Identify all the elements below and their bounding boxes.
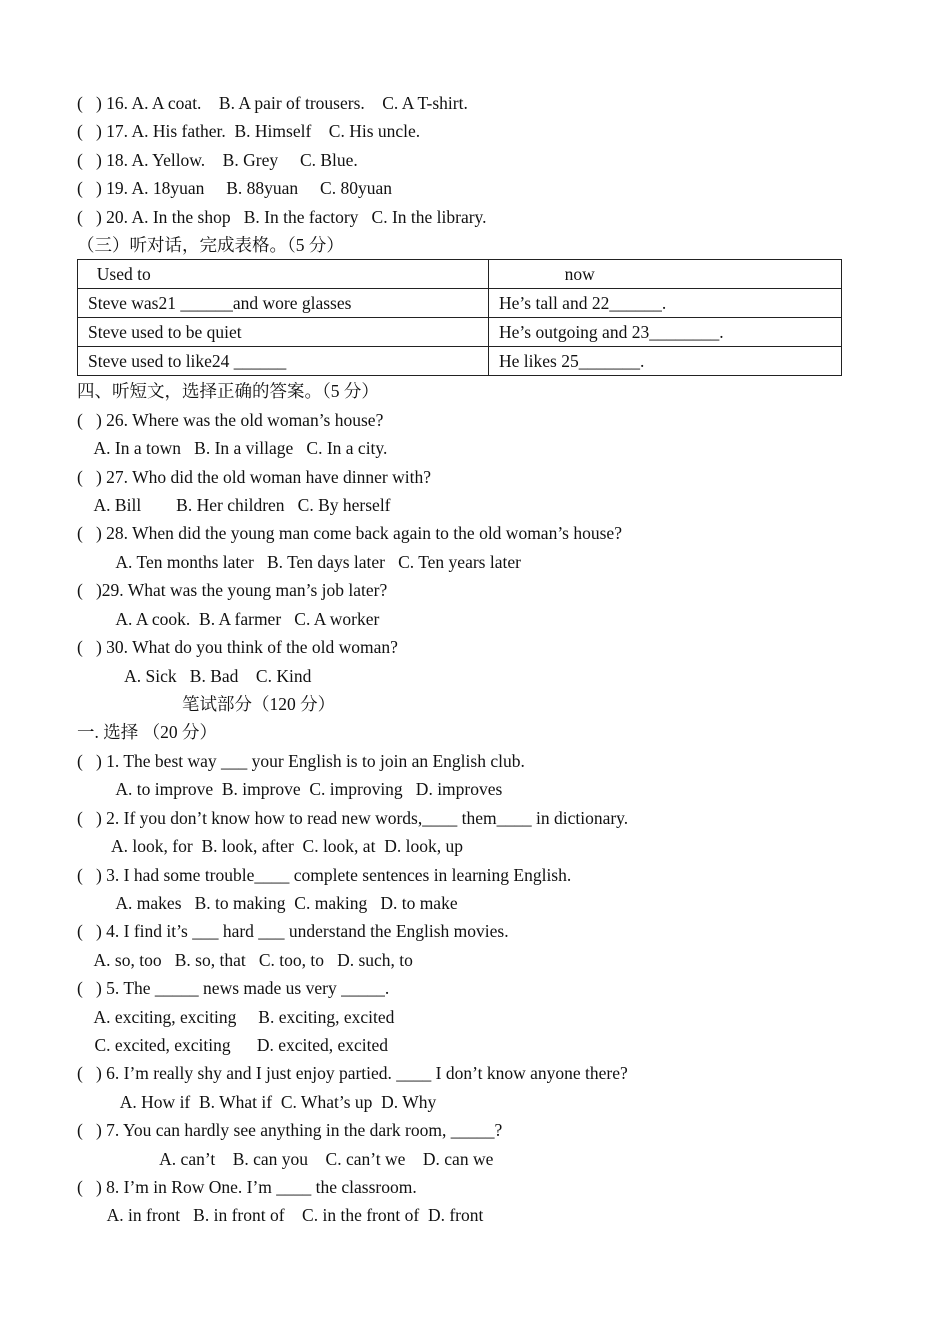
- section-3-heading: （三）听对话，完成表格。（5 分）: [77, 235, 344, 255]
- question-1: ( ) 1. The best way ___ your English is to join an English club.: [77, 751, 525, 771]
- question-29-options: A. A cook. B. A farmer C. A worker: [77, 609, 380, 629]
- table-cell: Steve used to be quiet: [78, 318, 489, 347]
- question-5-options-cd: C. excited, exciting D. excited, excited: [77, 1035, 389, 1055]
- question-29: ( )29. What was the young man’s job later?: [77, 580, 388, 600]
- question-3-options: A. makes B. to making C. making D. to make: [77, 893, 458, 913]
- question-5-options-ab: A. exciting, exciting B. exciting, excited: [77, 1007, 395, 1027]
- question-2-options: A. look, for B. look, after C. look, at D. look, up: [77, 836, 463, 856]
- table-header-used-to: Used to: [78, 260, 489, 289]
- question-7: ( ) 7. You can hardly see anything in the dark room, _____?: [77, 1120, 503, 1140]
- question-30: ( ) 30. What do you think of the old woman?: [77, 637, 398, 657]
- table-cell: Steve was21 ______and wore glasses: [78, 289, 489, 318]
- question-26-options: A. In a town B. In a village C. In a city.: [77, 438, 388, 458]
- fill-in-table: [77, 259, 842, 376]
- question-26: ( ) 26. Where was the old woman’s house?: [77, 410, 384, 430]
- table-row: [78, 347, 842, 376]
- question-6: ( ) 6. I’m really shy and I just enjoy partied. ____ I don’t know anyone there?: [77, 1063, 628, 1083]
- question-8: ( ) 8. I’m in Row One. I’m ____ the classroom.: [77, 1177, 417, 1197]
- question-27-options: A. Bill B. Her children C. By herself: [77, 495, 391, 515]
- question-19: ( ) 19. A. 18yuan B. 88yuan C. 80yuan: [77, 178, 392, 198]
- section-4-heading: 四、听短文，选择正确的答案。（5 分）: [77, 381, 379, 401]
- question-20: ( ) 20. A. In the shop B. In the factory C. In the library.: [77, 207, 487, 227]
- question-6-options: A. How if B. What if C. What’s up D. Why: [77, 1092, 437, 1112]
- question-30-options: A. Sick B. Bad C. Kind: [77, 666, 312, 686]
- table-row: [78, 289, 842, 318]
- table-cell: He’s outgoing and 23________.: [489, 318, 842, 347]
- question-1-options: A. to improve B. improve C. improving D. improves: [77, 779, 503, 799]
- question-28-options: A. Ten months later B. Ten days later C. Ten years later: [77, 552, 521, 572]
- table-row: [78, 260, 842, 289]
- question-4-options: A. so, too B. so, that C. too, to D. such, to: [77, 950, 413, 970]
- question-4: ( ) 4. I find it’s ___ hard ___ understand the English movies.: [77, 921, 509, 941]
- question-18: ( ) 18. A. Yellow. B. Grey C. Blue.: [77, 150, 358, 170]
- question-17: ( ) 17. A. His father. B. Himself C. His uncle.: [77, 121, 421, 141]
- question-16: ( ) 16. A. A coat. B. A pair of trousers. C. A T-shirt.: [77, 93, 468, 113]
- question-27: ( ) 27. Who did the old woman have dinner with?: [77, 467, 431, 487]
- question-3: ( ) 3. I had some trouble____ complete sentences in learning English.: [77, 865, 572, 885]
- question-2: ( ) 2. If you don’t know how to read new words,____ them____ in dictionary.: [77, 808, 629, 828]
- written-part-heading: 笔试部分（120 分）: [77, 694, 336, 714]
- question-7-options: A. can’t B. can you C. can’t we D. can we: [77, 1149, 494, 1169]
- table-row: [78, 318, 842, 347]
- question-28: ( ) 28. When did the young man come back again to the old woman’s house?: [77, 523, 622, 543]
- table-cell: Steve used to like24 ______: [78, 347, 489, 376]
- table-header-now: now: [489, 260, 842, 289]
- question-5: ( ) 5. The _____ news made us very _____.: [77, 978, 390, 998]
- question-8-options: A. in front B. in front of C. in the front of D. front: [77, 1205, 484, 1225]
- section-1-heading: 一. 选择 （20 分）: [77, 722, 217, 742]
- table-cell: He likes 25_______.: [489, 347, 842, 376]
- table-cell: He’s tall and 22______.: [489, 289, 842, 318]
